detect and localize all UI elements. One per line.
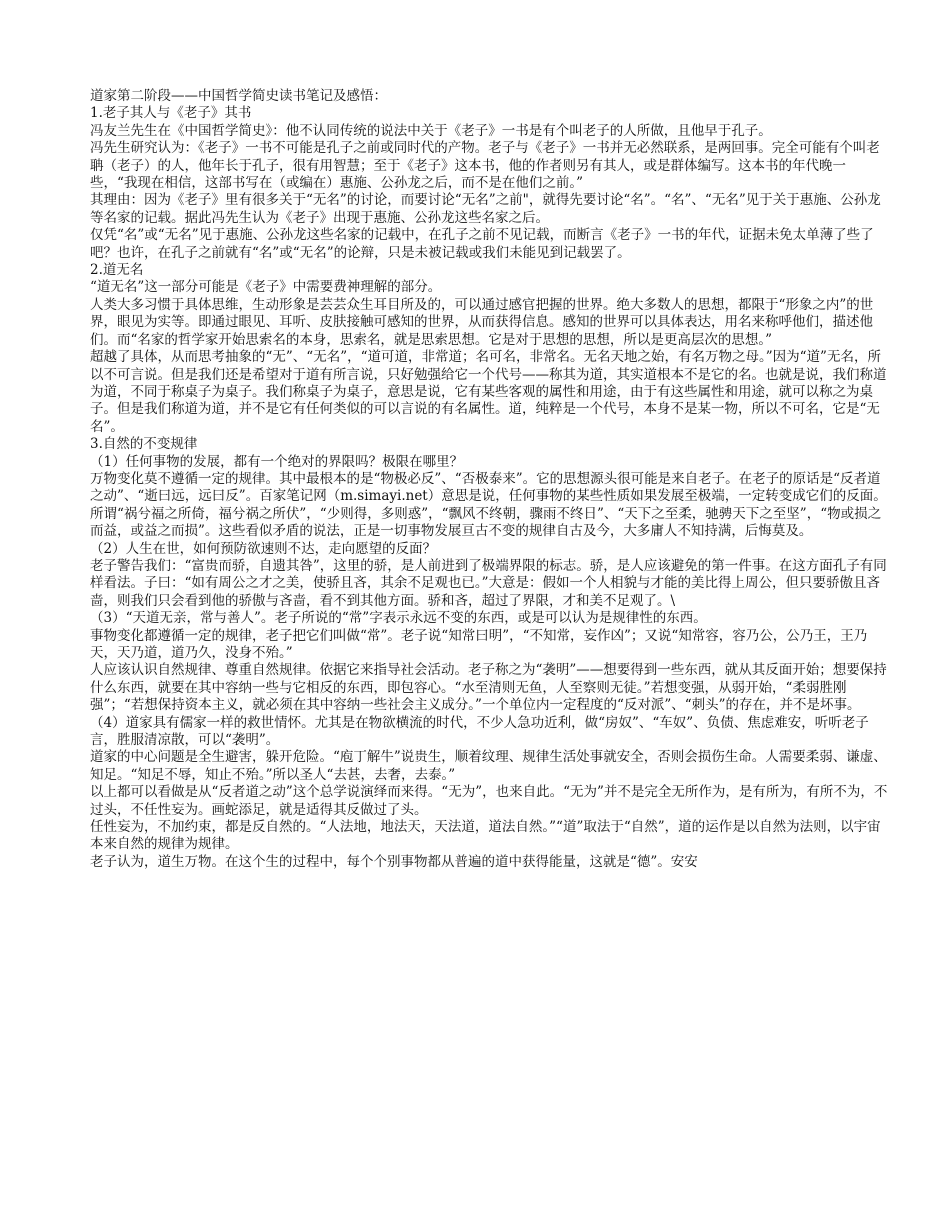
sub-heading: （3）“天道无亲，常与善人”。老子所说的“常”字表示永远不变的东西，或是可以认为是规律性的东西。 [90,610,707,627]
section-heading-3: 3.自然的不变规律 [90,436,198,453]
document-title: 道家第二阶段——中国哲学简史读书笔记及感悟： [90,88,387,104]
paragraph: 人类大多习惯于具体思维，生动形象是芸芸众生耳目所及的，可以通过感官把握的世界。绝大多数人的思想，都限于“形象之内”的世界，眼见为实等。即通过眼见、耳听、皮肤接触可感知的世界，从而获得信息。感知的世界可以具体表达，用名来称呼他们，描述他们。而“名家的哲学家开始思索名的本身，思索名，就是思索思想。它是对于思想的思想，所以是更高层次的思想。” [90,296,874,348]
paragraph: 老子认为，道生万物。在这个生的过程中，每个个别事物都从普遍的道中获得能量，这就是“德”。安安 [90,853,698,870]
paragraph: 其理由：因为《老子》里有很多关于“无名”的讨论，而要讨论“无名”之前"，就得先要讨论“名”。“名”、“无名”见于关于惠施、公孙龙等名家的记载。据此冯先生认为《老子》出现于惠施、公孙龙这些名家之后。 [90,192,881,226]
section-heading-2: 2.道无名 [90,262,144,279]
paragraph: 冯先生研究认为：《老子》一书不可能是孔子之前或同时代的产物。老子与《老子》一书并无必然联系，是两回事。完全可能有个叫老聃（老子）的人，他年长于孔子，很有用智慧；至于《老子》这本书，他的作者则另有其人，或是群体编写。这本书的年代晚一些，“我现在相信，这部书写在（或编在）惠施、公孙龙之后，而不是在他们之前。” [90,140,880,192]
paragraph: 老子警告我们：“富贵而骄，自遗其咎”，这里的骄，是人前进到了极端界限的标志。骄，是人应该避免的第一件事。在这方面孔子有同样看法。子曰：“如有周公之才之美，使骄且吝，其余不足观也已。”大意是：假如一个人相貌与才能的美比得上周公，但只要骄傲且吝啬，则我们只会看到他的骄傲与吝啬，看不到其他方面。骄和吝，超过了界限，才和美不足观了。\ [90,557,887,609]
section-heading-1: 1.老子其人与《老子》其书 [90,105,252,122]
paragraph: 以上都可以看做是从“反者道之动”这个总学说演绎而来得。“无为”，也来自此。“无为”并不是完全无所作为，是有所为，有所不为，不过头，不任性妄为。画蛇添足，就是适得其反做过了头。 [90,784,888,818]
paragraph: 超越了具体，从而思考抽象的“无”、“无名”，“道可道，非常道；名可名，非常名。无名天地之始，有名万物之母。”因为“道”无名，所以不可言说。但是我们还是希望对于道有所言说，只好勉强给它一个代号——称其为道，其实道根本不是它的名。也就是说，我们称道为道，不同于称桌子为桌子。我们称桌子为桌子，意思是说，它有某些客观的属性和用途，由于有这些属性和用途，就可以称之为桌子。但是我们称道为道，并不是它有任何类似的可以言说的有名属性。道，纯粹是一个代号，本身不是某一物，所以不可名，它是“无名”。 [90,349,887,435]
paragraph: 事物变化都遵循一定的规律，老子把它们叫做“常”。老子说“知常曰明”，“不知常，妄作凶”；又说“知常容，容乃公，公乃王，王乃天，天乃道，道乃久，没身不殆。” [90,627,868,661]
paragraph: 万物变化莫不遵循一定的规律。其中最根本的是“物极必反”、“否极泰来”。它的思想源头很可能是来自老子。在老子的原话是“反者道之动”、“逝曰远，远曰反”。百家笔记网（m.simayi.net）意思是说，任何事物的某些性质如果发展至极端，一定转变成它们的反面。所谓“祸兮福之所倚，福兮祸之所伏”，“少则得，多则惑”，“飘风不终朝，骤雨不终日”、“天下之至柔，驰骋天下之至坚”，“物或损之而益，或益之而损”。这些看似矛盾的说法，正是一切事物发展亘古不变的规律自古及今，大多庸人不知持满，后悔莫及。 [90,470,887,540]
sub-heading: （4）道家具有儒家一样的救世情怀。尤其是在物欲横流的时代，不少人急功近利，做“房奴”、“车奴”、负债、焦虑难安，听听老子言，胜服清凉散，可以“袭明”。 [90,714,869,749]
paragraph: 道家的中心问题是全生避害，躲开危险。“庖丁解牛”说贵生，顺着纹理、规律生活处事就安全，否则会损伤生命。人需要柔弱、谦虚、知足。“知足不辱，知止不殆。”所以圣人“去甚，去奢，去泰。” [90,749,887,783]
sub-heading: （2）人生在世，如何预防欲速则不达，走向愿望的反面？ [90,540,437,557]
paragraph: 任性妄为，不加约束，都是反自然的。“人法地，地法天，天法道，道法自然。”“道”取法于“自然”，道的运作是以自然为法则，以宇宙本来自然的规律为规律。 [90,819,881,853]
paragraph: 仅凭“名”或“无名”见于惠施、公孙龙这些名家的记载中，在孔子之前不见记载，而断言《老子》一书的年代，证据未免太单薄了些了吧？也许，在孔子之前就有“名”或“无名”的论辩，只是未被记载或我们未能见到记载罢了。 [90,227,874,261]
sub-heading: （1）任何事物的发展，都有一个绝对的界限吗？极限在哪里？ [90,453,464,470]
paragraph: 人应该认识自然规律、尊重自然规律。依据它来指导社会活动。老子称之为“袭明”——想要得到一些东西，就从其反面开始；想要保持什么东西，就要在其中容纳一些与它相反的东西，即包容心。“水至清则无鱼，人至察则无徒。”若想变强，从弱开始，“柔弱胜刚强”；“若想保持资本主义，就必须在其中容纳一些社会主义成分。”一个单位内一定程度的“反对派”、“刺头”的存在，并不是坏事。 [90,662,887,714]
paragraph: 冯友兰先生在《中国哲学简史》：他不认同传统的说法中关于《老子》一书是有个叫老子的人所做，且他早于孔子。 [90,122,772,139]
paragraph: “道无名”这一部分可能是《老子》中需要费神理解的部分。 [90,279,442,296]
